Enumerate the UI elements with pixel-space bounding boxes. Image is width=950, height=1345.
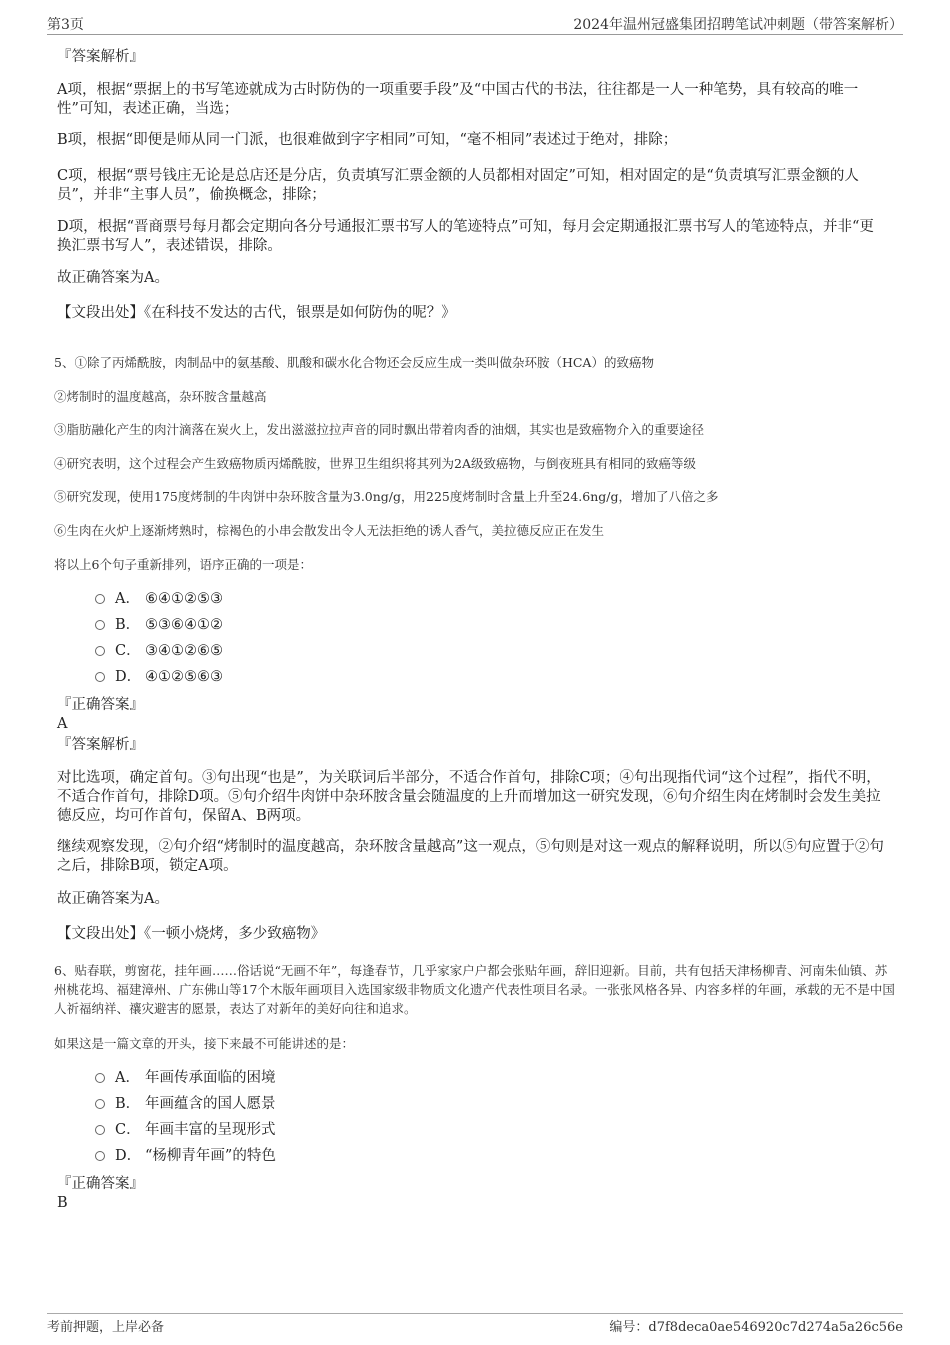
radio-icon[interactable] <box>95 646 105 656</box>
q5-analysis-label: 『答案解析』 <box>57 737 144 753</box>
q6-option-c[interactable]: C． 年画丰富的呈现形式 <box>95 1121 276 1140</box>
q5-conclusion: 故正确答案为A。 <box>57 891 169 907</box>
q5-source: 【文段出处】《一顿小烧烤，多少致癌物》 <box>57 926 326 942</box>
q5-sentence-5: ⑤研究发现，使用175度烤制的牛肉饼中杂环胺含量为3.0ng/g，用225度烤制时含量上升至24.6ng/g，增加了八倍之多 <box>54 489 719 504</box>
q4-analysis-c: C项，根据“票号钱庄无论是总店还是分店，负责填写汇票金额的人员都相对固定”可知，相对固定的是“负责填写汇票金额的人员”，并非“主事人员”，偷换概念，排除； <box>57 168 859 203</box>
q4-analysis-label: 『答案解析』 <box>57 49 144 65</box>
radio-icon[interactable] <box>95 672 105 682</box>
q6-prompt: 如果这是一篇文章的开头，接下来最不可能讲述的是： <box>54 1036 355 1051</box>
radio-icon[interactable] <box>95 594 105 604</box>
radio-icon[interactable] <box>95 1151 105 1161</box>
page-footer <box>47 1313 903 1336</box>
q5-sentence-3: ③脂肪融化产生的肉汁滴落在炭火上，发出滋滋拉拉声音的同时飘出带着肉香的油烟，其实也是致癌物介入的重要途径 <box>54 422 705 437</box>
q6-answer-label: 『正确答案』 <box>57 1176 144 1192</box>
q5-option-c[interactable]: C． ③④①②⑥⑤ <box>95 642 223 661</box>
q5-sentence-2: ②烤制时的温度越高，杂环胺含量越高 <box>54 389 267 404</box>
q5-option-b[interactable]: B． ⑤③⑥④①② <box>95 616 223 635</box>
q5-answer-label: 『正确答案』 <box>57 697 144 713</box>
q5-sentence-1: 5、①除了丙烯酰胺，肉制品中的氨基酸、肌酸和碳水化合物还会反应生成一类叫做杂环胺（HCA）的致癌物 <box>54 355 654 370</box>
q5-option-d[interactable]: D． ④①②⑤⑥③ <box>95 668 223 687</box>
radio-icon[interactable] <box>95 1099 105 1109</box>
page-header <box>47 14 903 35</box>
footer-slogan: 考前押题，上岸必备 <box>47 1320 165 1335</box>
radio-icon[interactable] <box>95 1073 105 1083</box>
q6-option-b[interactable]: B． 年画蕴含的国人愿景 <box>95 1095 276 1114</box>
q5-sentence-6: ⑥生肉在火炉上逐渐烤熟时，棕褐色的小串会散发出令人无法拒绝的诱人香气，美拉德反应正在发生 <box>54 523 605 538</box>
q5-sentence-4: ④研究表明，这个过程会产生致癌物质丙烯酰胺，世界卫生组织将其列为2A级致癌物，与倒夜班具有相同的致癌等级 <box>54 456 696 471</box>
document-id: 编号：d7f8deca0ae546920c7d274a5a26c56e <box>609 1320 903 1335</box>
q6-option-a[interactable]: A． 年画传承面临的困境 <box>95 1069 276 1088</box>
radio-icon[interactable] <box>95 620 105 630</box>
q4-analysis-a: A项，根据“票据上的书写笔迹就成为古时防伪的一项重要手段”及“中国古代的书法，往往都是一人一种笔势，具有较高的唯一性”可知，表述正确，当选； <box>57 82 859 117</box>
q5-analysis-1: 对比选项，确定首句。③句出现“也是”，为关联词后半部分，不适合作首句，排除C项；④句出现指代词“这个过程”，指代不明，不适合作首句，排除D项。⑤句介绍牛肉饼中杂环胺含量会随温度的上升而增加这一研究发现，⑥句介绍生肉在烤制时会发生美拉德反应，均可作首句，保留A、B两项。 <box>57 770 881 824</box>
document-title: 2024年温州冠盛集团招聘笔试冲刺题（带答案解析） <box>573 17 903 33</box>
q4-analysis-b: B项，根据“即便是师从同一门派，也很难做到字字相同”可知，“毫不相同”表述过于绝对，排除； <box>57 132 678 148</box>
q5-answer: A <box>57 716 68 732</box>
q5-analysis-2: 继续观察发现，②句介绍“烤制时的温度越高，杂环胺含量越高”这一观点，⑤句则是对这一观点的解释说明，所以⑤句应置于②句之后，排除B项，锁定A项。 <box>57 839 884 874</box>
radio-icon[interactable] <box>95 1125 105 1135</box>
q4-conclusion: 故正确答案为A。 <box>57 270 169 286</box>
q6-stem: 6、贴春联，剪窗花，挂年画……俗话说“无画不年”，每逢春节，几乎家家户户都会张贴年画，辞旧迎新。目前，共有包括天津杨柳青、河南朱仙镇、苏州桃花坞、福建漳州、广东佛山等17个木版年画项目入选国家级非物质文化遗产代表性项目名录。一张张风格各异、内容多样的年画，承载的无不是中国人祈福纳祥、禳灾避害的愿景，表达了对新年的美好向往和追求。 <box>54 963 895 1016</box>
page-number: 第3页 <box>47 17 84 33</box>
q6-option-d[interactable]: D． “杨柳青年画”的特色 <box>95 1147 276 1166</box>
q5-prompt: 将以上6个句子重新排列，语序正确的一项是： <box>54 557 312 572</box>
q6-answer: B <box>57 1195 68 1211</box>
q4-analysis-d: D项，根据“晋商票号每月都会定期向各分号通报汇票书写人的笔迹特点”可知，每月会定期通报汇票书写人的笔迹特点，并非“更换汇票书写人”，表述错误，排除。 <box>57 219 874 254</box>
q5-option-a[interactable]: A． ⑥④①②⑤③ <box>95 590 223 609</box>
q4-source: 【文段出处】《在科技不发达的古代，银票是如何防伪的呢？》 <box>57 305 456 321</box>
